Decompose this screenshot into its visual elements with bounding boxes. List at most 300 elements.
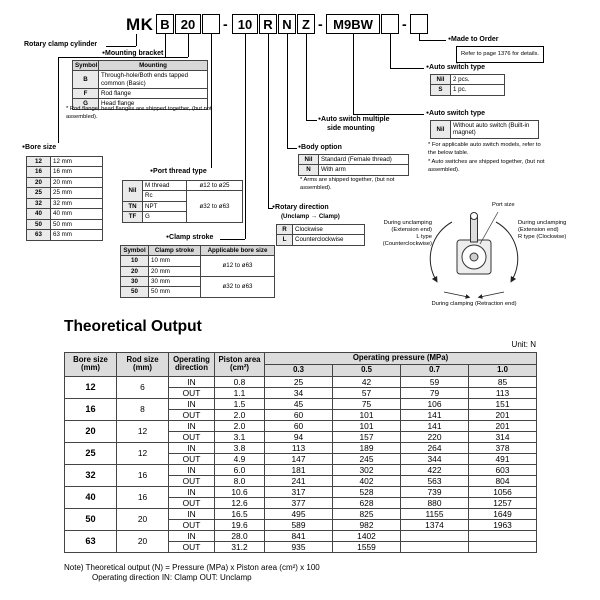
bore-size-title: ● Bore size — [22, 144, 56, 151]
value-cell: 16 mm — [51, 167, 103, 177]
table-row — [299, 165, 409, 175]
label-line: (Extension end) — [391, 226, 432, 233]
connector-line — [306, 120, 317, 121]
table-row — [27, 209, 103, 219]
bore-size-table — [26, 156, 103, 241]
piston-area-cell: 1.1 — [215, 387, 265, 398]
output-value-cell: 75 — [333, 398, 401, 409]
table-row — [27, 219, 103, 229]
connector-line — [306, 34, 307, 120]
theoretical-output-table — [64, 352, 537, 553]
output-value-cell: 94 — [265, 431, 333, 442]
direction-cell: OUT — [169, 387, 215, 398]
right-rotation-label — [518, 220, 582, 241]
theoretical-notes — [64, 563, 320, 584]
model-code-prefix: MK — [126, 15, 154, 34]
output-value-cell: 935 — [265, 541, 333, 552]
bore-code-box: 20 — [175, 14, 201, 34]
symbol-cell: 30 — [121, 277, 149, 287]
rotary-code-box: R — [259, 14, 277, 34]
theoretical-output-heading: Theoretical Output — [64, 318, 202, 335]
output-value-cell: 106 — [401, 398, 469, 409]
header-row — [65, 353, 537, 365]
output-value-cell: 603 — [469, 464, 537, 475]
output-value-cell: 189 — [333, 442, 401, 453]
connector-line — [136, 34, 137, 46]
mounting-bracket-note: * Rod flange, head flanges are shipped together, (but not assembled). — [66, 106, 212, 120]
piston-area-cell: 2.0 — [215, 420, 265, 431]
output-value-cell: 1374 — [401, 519, 469, 530]
bore-size-cell: 50 — [65, 508, 117, 530]
output-value-cell: 157 — [333, 431, 401, 442]
connector-line — [211, 34, 212, 168]
output-value-cell: 422 — [401, 464, 469, 475]
body-option-body — [299, 155, 409, 176]
value-cell: Head flange — [99, 99, 208, 109]
output-value-cell: 59 — [401, 376, 469, 387]
output-value-cell: 113 — [265, 442, 333, 453]
auto-switch-table — [430, 120, 539, 139]
header-line: Rod size — [126, 354, 159, 364]
table-row — [27, 198, 103, 208]
label-line: During unclamping — [383, 220, 432, 226]
table-row — [431, 121, 539, 139]
output-value-cell: 241 — [265, 475, 333, 486]
code-dash: - — [318, 16, 323, 32]
symbol-cell: TF — [123, 212, 143, 222]
value-cell: Without auto switch (Built-in magnet) — [451, 121, 539, 139]
direction-cell: IN — [169, 442, 215, 453]
piston-area-cell: 16.5 — [215, 508, 265, 519]
direction-cell: OUT — [169, 541, 215, 552]
table-row — [27, 157, 103, 167]
connector-line — [165, 34, 166, 58]
value-cell: 25 mm — [51, 188, 103, 198]
body-code-box: N — [278, 14, 296, 34]
body-option-table — [298, 154, 409, 176]
output-value-cell: 101 — [333, 420, 401, 431]
rotary-clamp-cylinder-label: Rotary clamp cylinder — [24, 41, 98, 48]
direction-cell: IN — [169, 464, 215, 475]
value-cell: ø12 to ø63 — [201, 256, 275, 277]
operating-direction-header — [169, 353, 215, 377]
symbol-cell: Nil — [299, 155, 319, 165]
pressure-value-header: 0.5 — [333, 364, 401, 376]
output-value-cell — [401, 530, 469, 541]
table-row — [27, 167, 103, 177]
output-value-cell: 60 — [265, 420, 333, 431]
symbol-cell: R — [277, 225, 293, 235]
bore-size-cell: 20 — [65, 420, 117, 442]
column-header: Symbol — [73, 61, 99, 71]
table-row — [27, 188, 103, 198]
port-thread-code-box — [202, 14, 220, 34]
table-row — [73, 89, 208, 99]
port-thread-title: ● Port thread type — [150, 168, 207, 175]
output-value-cell: 220 — [401, 431, 469, 442]
made-to-order-code-box — [410, 14, 428, 34]
connector-line — [353, 34, 354, 114]
output-value-cell: 982 — [333, 519, 401, 530]
output-value-cell: 495 — [265, 508, 333, 519]
value-cell: ø32 to ø63 — [187, 191, 243, 222]
output-value-cell: 264 — [401, 442, 469, 453]
rod-size-cell: 8 — [117, 398, 169, 420]
table-row — [121, 256, 275, 266]
output-value-cell — [469, 530, 537, 541]
bore-size-cell: 25 — [65, 442, 117, 464]
direction-cell: IN — [169, 420, 215, 431]
table-row — [27, 230, 103, 240]
clamping-label: During clamping (Retraction end) — [431, 301, 517, 307]
connector-line — [58, 57, 59, 143]
rod-size-cell: 6 — [117, 376, 169, 398]
output-value-cell: 880 — [401, 497, 469, 508]
symbol-cell: 63 — [27, 230, 51, 240]
made-to-order-title: ● Made to Order — [448, 36, 498, 43]
piston-area-cell: 3.1 — [215, 431, 265, 442]
table-row — [277, 225, 365, 235]
rotary-diagram-drawing — [374, 202, 584, 312]
output-value-cell: 825 — [333, 508, 401, 519]
mounting-bracket-table — [72, 60, 208, 110]
symbol-cell: 12 — [27, 157, 51, 167]
symbol-cell: G — [73, 99, 99, 109]
table-row — [277, 235, 365, 245]
label-line: L type (Counterclockwise) — [382, 233, 432, 247]
output-value-cell: 85 — [469, 376, 537, 387]
connector-line — [419, 40, 446, 41]
output-row — [65, 398, 537, 409]
connector-line — [287, 34, 288, 148]
value-cell: Rod flange — [99, 89, 208, 99]
symbol-cell: B — [73, 71, 99, 89]
rotary-direction-title: ● Rotary direction — [272, 204, 329, 211]
header-line: (mm) — [132, 363, 153, 373]
piston-area-cell: 31.2 — [215, 541, 265, 552]
symbol-cell: 20 — [27, 177, 51, 187]
auto-switch-count-table — [430, 74, 505, 96]
port-size-label: Port size — [492, 202, 515, 208]
output-value-cell: 302 — [333, 464, 401, 475]
value-cell: M thread — [143, 181, 187, 191]
output-value-cell: 1963 — [469, 519, 537, 530]
symbol-cell: Nil — [431, 121, 451, 139]
value-cell: 1 pc. — [451, 85, 505, 95]
direction-cell: IN — [169, 530, 215, 541]
connector-line — [390, 34, 391, 68]
value-cell: G — [143, 212, 187, 222]
output-value-cell: 141 — [401, 420, 469, 431]
value-cell: 63 mm — [51, 230, 103, 240]
piston-area-cell: 28.0 — [215, 530, 265, 541]
clamp-stroke-table — [120, 245, 275, 298]
symbol-cell: S — [431, 85, 451, 95]
table-row — [431, 75, 505, 85]
table-note: Operating direction IN: Clamp OUT: Unclamp — [92, 573, 252, 583]
symbol-cell: 16 — [27, 167, 51, 177]
header-row — [121, 246, 275, 256]
output-value-cell: 45 — [265, 398, 333, 409]
piston-area-header — [215, 353, 265, 377]
rod-size-cell: 20 — [117, 530, 169, 552]
output-row — [65, 376, 537, 387]
table-row — [121, 277, 275, 287]
table-row — [299, 155, 409, 165]
value-cell: Rc — [143, 191, 187, 201]
header-line: Operating — [173, 354, 210, 364]
connector-line — [220, 239, 245, 240]
column-header: Applicable bore size — [201, 246, 275, 256]
direction-cell: OUT — [169, 431, 215, 442]
auto-switch-note: * For applicable auto switch models, refer to the below table. — [428, 142, 541, 156]
piston-area-cell: 0.8 — [215, 376, 265, 387]
output-value-cell: 841 — [265, 530, 333, 541]
direction-cell: OUT — [169, 453, 215, 464]
rod-size-header — [117, 353, 169, 377]
switch-count-code-box — [381, 14, 399, 34]
value-cell: Through-hole/Both ends tapped common (Basic) — [99, 71, 208, 89]
value-cell: ø32 to ø63 — [201, 277, 275, 298]
output-value-cell: 34 — [265, 387, 333, 398]
unit-label: Unit: N — [511, 340, 536, 349]
connector-line — [353, 114, 424, 115]
symbol-cell: 50 — [121, 287, 149, 297]
column-header: Symbol — [121, 246, 149, 256]
rod-size-cell: 16 — [117, 486, 169, 508]
output-value-cell: 317 — [265, 486, 333, 497]
value-cell: ø12 to ø25 — [187, 181, 243, 191]
piston-area-cell: 2.0 — [215, 409, 265, 420]
auto-switch-body — [431, 121, 539, 139]
value-cell: 10 mm — [149, 256, 201, 266]
output-value-cell — [469, 541, 537, 552]
output-row — [65, 508, 537, 519]
symbol-cell: Nil — [123, 181, 143, 202]
bore-size-cell: 16 — [65, 398, 117, 420]
output-value-cell: 201 — [469, 409, 537, 420]
header-line: Bore size — [73, 354, 108, 364]
output-row — [65, 464, 537, 475]
stroke-code-box: 10 — [232, 14, 258, 34]
rod-size-cell: 12 — [117, 442, 169, 464]
output-value-cell: 344 — [401, 453, 469, 464]
value-cell: 12 mm — [51, 157, 103, 167]
switch-code-box: M9BW — [326, 14, 380, 34]
connector-line — [188, 34, 189, 57]
output-value-cell: 60 — [265, 409, 333, 420]
piston-area-cell: 4.9 — [215, 453, 265, 464]
label-line: (Extension end) — [518, 226, 559, 233]
bore-size-body — [27, 157, 103, 241]
rotary-direction-diagram — [374, 202, 584, 312]
rod-size-cell: 20 — [117, 508, 169, 530]
connector-line — [106, 46, 136, 47]
output-value-cell: 42 — [333, 376, 401, 387]
auto-switch-title: ● Auto switch type — [426, 110, 485, 117]
output-value-cell: 1257 — [469, 497, 537, 508]
symbol-cell: 40 — [27, 209, 51, 219]
rod-size-cell: 16 — [117, 464, 169, 486]
connector-line — [58, 57, 188, 58]
auto-switch-count-title: ● Auto switch type — [426, 64, 485, 71]
symbol-cell: 20 — [121, 266, 149, 276]
table-row — [431, 85, 505, 95]
output-value-cell: 201 — [469, 420, 537, 431]
theoretical-output-body — [65, 376, 537, 552]
value-cell: 40 mm — [51, 209, 103, 219]
rotary-direction-table — [276, 224, 365, 246]
output-value-cell: 181 — [265, 464, 333, 475]
output-value-cell: 589 — [265, 519, 333, 530]
symbol-cell: F — [73, 89, 99, 99]
pressure-value-header: 0.3 — [265, 364, 333, 376]
label-line: R type (Clockwise) — [518, 233, 567, 240]
piston-area-cell: 8.0 — [215, 475, 265, 486]
multi-mount-label-line2: side mounting — [327, 125, 375, 132]
auto-switch-notes — [428, 142, 548, 176]
value-cell: 20 mm — [149, 266, 201, 276]
output-row — [65, 442, 537, 453]
output-row — [65, 486, 537, 497]
piston-area-cell: 19.6 — [215, 519, 265, 530]
code-dash: - — [223, 16, 228, 32]
value-cell: 20 mm — [51, 177, 103, 187]
column-header: Clamp stroke — [149, 246, 201, 256]
table-row — [73, 71, 208, 89]
connector-line — [287, 148, 297, 149]
value-cell: Standard (Female thread) — [319, 155, 409, 165]
header-line: Piston area — [218, 354, 261, 364]
left-rotation-label — [374, 220, 432, 248]
output-value-cell: 1056 — [469, 486, 537, 497]
table-row — [123, 181, 243, 191]
output-value-cell: 528 — [333, 486, 401, 497]
pressure-value-header: 1.0 — [469, 364, 537, 376]
piston-area-cell: 3.8 — [215, 442, 265, 453]
value-cell: 50 mm — [149, 287, 201, 297]
direction-cell: IN — [169, 508, 215, 519]
output-value-cell: 113 — [469, 387, 537, 398]
value-cell: Counterclockwise — [293, 235, 365, 245]
direction-cell: IN — [169, 376, 215, 387]
bore-size-cell: 32 — [65, 464, 117, 486]
label-line: During unclamping — [518, 220, 567, 226]
body-option-note: * Arms are shipped together, (but not assembled). — [300, 177, 395, 191]
multi-code-box: Z — [297, 14, 315, 34]
output-value-cell: 25 — [265, 376, 333, 387]
value-cell: With arm — [319, 165, 409, 175]
mounting-code-box: B — [156, 14, 174, 34]
body-option-title: ● Body option — [298, 144, 342, 151]
connector-line — [390, 68, 424, 69]
output-value-cell: 739 — [401, 486, 469, 497]
output-value-cell: 141 — [401, 409, 469, 420]
code-dash: - — [402, 16, 407, 32]
output-value-cell: 1649 — [469, 508, 537, 519]
output-value-cell: 1402 — [333, 530, 401, 541]
direction-cell: IN — [169, 398, 215, 409]
output-value-cell: 402 — [333, 475, 401, 486]
symbol-cell: N — [299, 165, 319, 175]
symbol-cell: TN — [123, 201, 143, 211]
operating-pressure-header: Operating pressure (MPa) — [265, 353, 537, 365]
connector-line — [268, 34, 269, 208]
table-row — [27, 177, 103, 187]
output-value-cell: 151 — [469, 398, 537, 409]
table-note: Note) Theoretical output (N) = Pressure (MPa) x Piston area (cm²) x 100 — [64, 563, 320, 572]
clamp-stroke-title: ● Clamp stroke — [166, 234, 213, 241]
value-cell: 30 mm — [149, 277, 201, 287]
bore-size-cell: 12 — [65, 376, 117, 398]
mounting-bracket-title: ● Mounting bracket — [102, 50, 163, 57]
multi-mount-label-line1: ● Auto switch multiple — [318, 116, 389, 123]
header-line: (mm) — [80, 363, 101, 373]
port-thread-table — [122, 180, 243, 223]
output-value-cell — [401, 541, 469, 552]
piston-area-cell: 1.5 — [215, 398, 265, 409]
symbol-cell: Nil — [431, 75, 451, 85]
direction-cell: OUT — [169, 409, 215, 420]
header-line: (cm²) — [229, 363, 250, 373]
output-value-cell: 628 — [333, 497, 401, 508]
output-value-cell: 57 — [333, 387, 401, 398]
output-value-cell: 1155 — [401, 508, 469, 519]
value-cell: 2 pcs. — [451, 75, 505, 85]
auto-switch-count-body — [431, 75, 505, 96]
symbol-cell: 32 — [27, 198, 51, 208]
rotary-direction-subtitle: (Unclamp → Clamp) — [281, 213, 340, 220]
symbol-cell: 50 — [27, 219, 51, 229]
mounting-bracket-body — [73, 71, 208, 110]
output-value-cell: 245 — [333, 453, 401, 464]
output-value-cell: 79 — [401, 387, 469, 398]
rotary-direction-body — [277, 225, 365, 246]
rod-size-cell: 12 — [117, 420, 169, 442]
value-cell: 50 mm — [51, 219, 103, 229]
output-value-cell: 377 — [265, 497, 333, 508]
bore-size-header — [65, 353, 117, 377]
auto-switch-note: * Auto switches are shipped together, (but not assembled). — [428, 159, 545, 173]
value-cell: NPT — [143, 201, 187, 211]
made-to-order-note: Refer to page 1376 for details. — [456, 46, 544, 63]
piston-area-cell: 10.6 — [215, 486, 265, 497]
header-line: direction — [175, 363, 208, 373]
bore-size-cell: 40 — [65, 486, 117, 508]
output-row — [65, 420, 537, 431]
piston-area-cell: 6.0 — [215, 464, 265, 475]
output-value-cell: 314 — [469, 431, 537, 442]
output-value-cell: 1559 — [333, 541, 401, 552]
bore-size-cell: 63 — [65, 530, 117, 552]
symbol-cell: 10 — [121, 256, 149, 266]
pressure-value-header: 0.7 — [401, 364, 469, 376]
output-value-cell: 563 — [401, 475, 469, 486]
connector-line — [245, 34, 246, 239]
direction-cell: OUT — [169, 519, 215, 530]
output-row — [65, 530, 537, 541]
direction-cell: IN — [169, 486, 215, 497]
output-value-cell: 147 — [265, 453, 333, 464]
value-cell: Clockwise — [293, 225, 365, 235]
output-value-cell: 378 — [469, 442, 537, 453]
header-row — [73, 61, 208, 71]
output-value-cell: 491 — [469, 453, 537, 464]
direction-cell: OUT — [169, 497, 215, 508]
value-cell: 32 mm — [51, 198, 103, 208]
output-value-cell: 804 — [469, 475, 537, 486]
piston-area-cell: 12.6 — [215, 497, 265, 508]
